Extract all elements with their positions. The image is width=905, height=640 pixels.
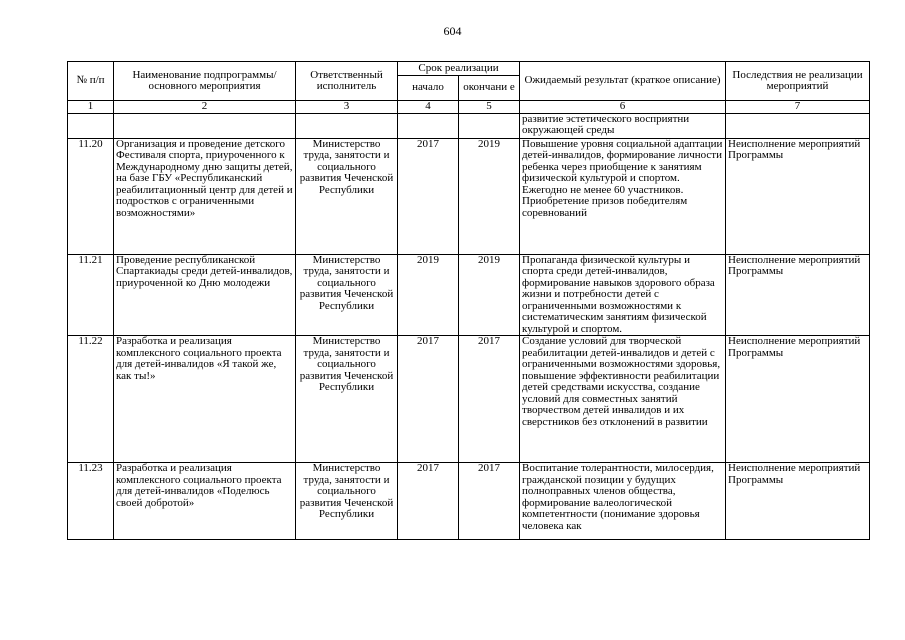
row-end: 2017 [459,336,520,463]
row-result: Повышение уровня социальной адаптации детей-инвалидов, формирование личности ребенка через приобщение к занятиям физической культурой и спортом. Ежегодно не менее 60 участников. Приобретение призов победителям соревнований [520,138,726,254]
row-end: 2017 [459,463,520,540]
header-name: Наименование подпрограммы/ основного мероприятия [114,62,296,101]
row-number: 11.20 [68,138,114,254]
row-responsible: Министерство труда, занятости и социального развития Чеченской Республики [296,463,398,540]
row-end: 2019 [459,254,520,336]
table-row [68,254,870,336]
table-row [68,138,870,254]
row-consequences: Неисполнение мероприятий Программы [726,463,870,540]
header-consequences: Последствия не реализации мероприятий [726,62,870,101]
row-consequences: Неисполнение мероприятий Программы [726,254,870,336]
column-number-row [68,101,870,114]
row-result: Пропаганда физической культуры и спорта среди детей-инвалидов, формирование навыков здорового образа жизни и потребности детей с ограниченными возможностями к систематическим занятиям физической культурой и спортом. [520,254,726,336]
row-end: 2019 [459,138,520,254]
row-responsible: Министерство труда, занятости и социального развития Чеченской Республики [296,336,398,463]
column-number: 4 [398,101,459,114]
row-start: 2017 [398,138,459,254]
row-name: Разработка и реализация комплексного социального проекта для детей-инвалидов «Я такой же, как ты!» [114,336,296,463]
row-result: Воспитание толерантности, милосердия, гражданской позиции у будущих полноправных членов общества, формирование валеологической компетентности (понимание здоровья человека как [520,463,726,540]
header-result: Ожидаемый результат (краткое описание) [520,62,726,101]
row-start: 2019 [398,254,459,336]
header-responsible: Ответственный исполнитель [296,62,398,101]
column-number: 6 [520,101,726,114]
continuation-row [68,113,870,138]
row-start: 2017 [398,336,459,463]
table-row [68,463,870,540]
row-result: Создание условий для творческой реабилитации детей-инвалидов и детей с ограниченными возможностями здоровья, повышение эффективности реабилитации детей средствами искусства, создание условий для совместных занятий творчеством детей инвалидов и их сверстников без отклонений в развитии [520,336,726,463]
row-start: 2017 [398,463,459,540]
column-number: 7 [726,101,870,114]
column-number: 1 [68,101,114,114]
program-table [67,61,870,540]
table-row [68,336,870,463]
row-responsible: Министерство труда, занятости и социального развития Чеченской Республики [296,254,398,336]
column-number: 3 [296,101,398,114]
header-start: начало [398,76,459,101]
row-name: Разработка и реализация комплексного социального проекта для детей-инвалидов «Поделюсь своей добротой» [114,463,296,540]
row-number: 11.23 [68,463,114,540]
continuation-result: развитие эстетического восприятни окружающей среды [520,113,726,138]
header-period: Срок реализации [398,62,520,76]
row-number: 11.21 [68,254,114,336]
header-end: окончани е [459,76,520,101]
page-number: 604 [443,24,462,38]
header-no: № п/п [68,62,114,101]
row-name: Организация и проведение детского Фестиваля спорта, приуроченного к Международному дню защиты детей, на базе ГБУ «Республиканский реабилитационный центр для детей и подростков с ограниченными возможностями» [114,138,296,254]
column-number: 5 [459,101,520,114]
header-row [68,62,870,76]
row-consequences: Неисполнение мероприятий Программы [726,336,870,463]
row-name: Проведение республиканской Спартакиады среди детей-инвалидов, приуроченной ко Дню молодежи [114,254,296,336]
row-number: 11.22 [68,336,114,463]
row-responsible: Министерство труда, занятости и социального развития Чеченской Республики [296,138,398,254]
row-consequences: Неисполнение мероприятий Программы [726,138,870,254]
column-number: 2 [114,101,296,114]
